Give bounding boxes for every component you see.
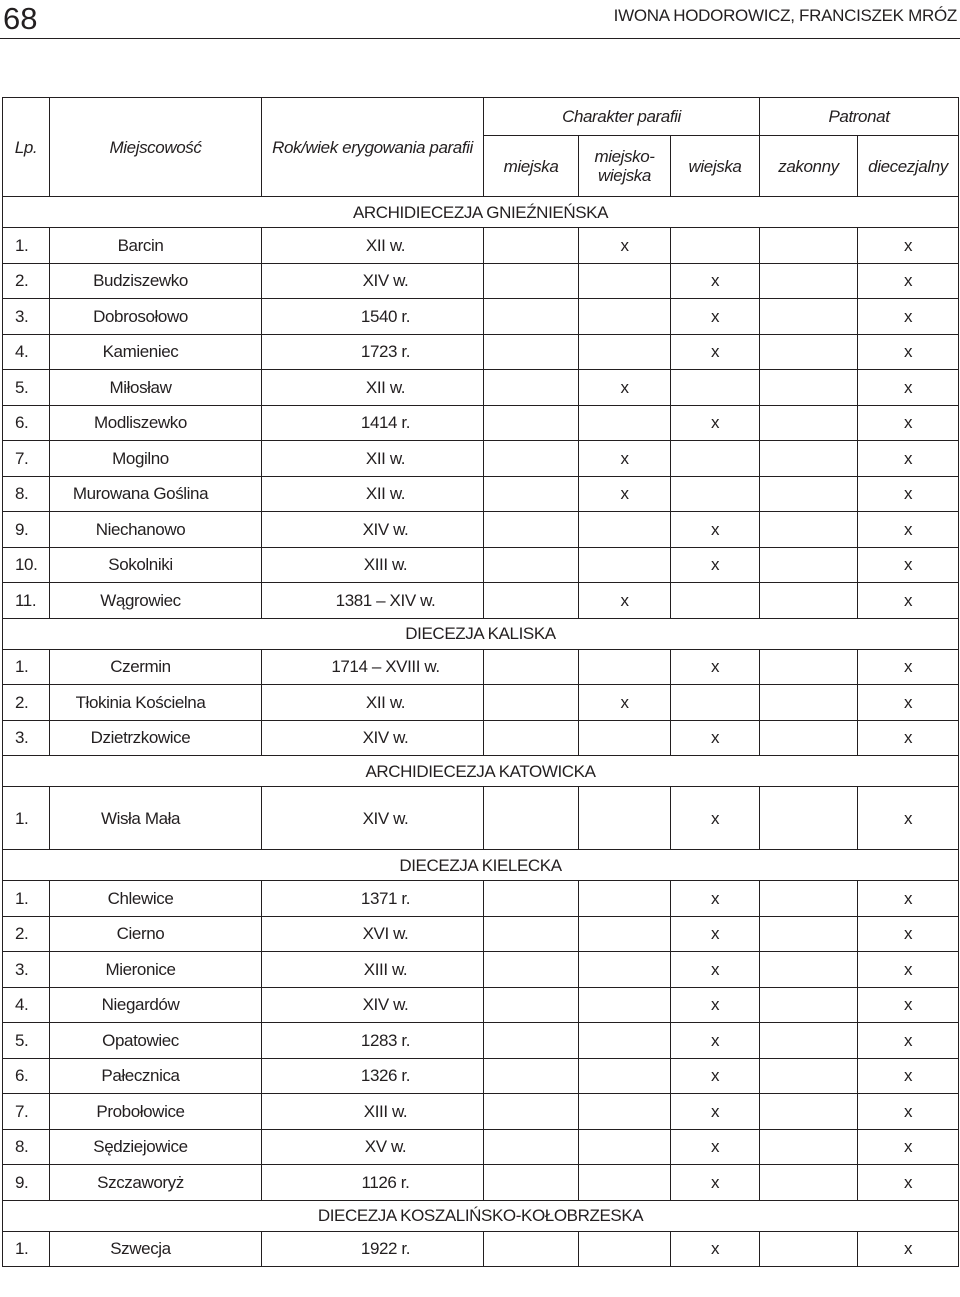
table-row — [3, 685, 959, 721]
cell-lp: 1. — [3, 649, 50, 685]
page-number: 68 — [3, 1, 38, 36]
cell-place: Mogilno — [50, 441, 262, 477]
cell-place: Wisła Mała — [50, 787, 262, 850]
cell-diocesan: x — [858, 441, 959, 477]
cell-year: XII w. — [262, 476, 484, 512]
cell-rural: x — [671, 1058, 760, 1094]
table-row — [3, 1129, 959, 1165]
cell-lp: 1. — [3, 881, 50, 917]
cell-year: 1714 – XVIII w. — [262, 649, 484, 685]
cell-urban — [484, 583, 579, 619]
table-row — [3, 334, 959, 370]
cell-place: Sokolniki — [50, 547, 262, 583]
cell-diocesan: x — [858, 547, 959, 583]
cell-lp: 8. — [3, 476, 50, 512]
cell-urban-rural — [579, 1058, 671, 1094]
cell-year: XIV w. — [262, 987, 484, 1023]
section-title: DIECEZJA KALISKA — [3, 618, 959, 649]
cell-lp: 1. — [3, 787, 50, 850]
cell-urban — [484, 952, 579, 988]
table-row — [3, 720, 959, 756]
cell-rural — [671, 370, 760, 406]
cell-year: XIII w. — [262, 547, 484, 583]
table-row — [3, 916, 959, 952]
header-patronage: Patronat — [760, 98, 959, 136]
cell-place: Opatowiec — [50, 1023, 262, 1059]
cell-diocesan: x — [858, 228, 959, 264]
cell-lp: 3. — [3, 720, 50, 756]
table-row — [3, 547, 959, 583]
cell-monastic — [760, 370, 858, 406]
header-rural: wiejska — [671, 136, 760, 197]
cell-diocesan: x — [858, 1094, 959, 1130]
cell-monastic — [760, 441, 858, 477]
running-header-authors: IWONA HODOROWICZ, FRANCISZEK MRÓZ — [613, 6, 957, 25]
cell-lp: 5. — [3, 1023, 50, 1059]
table-row — [3, 263, 959, 299]
cell-year: 1381 – XIV w. — [262, 583, 484, 619]
cell-rural: x — [671, 720, 760, 756]
cell-monastic — [760, 987, 858, 1023]
table-row — [3, 1094, 959, 1130]
cell-diocesan: x — [858, 987, 959, 1023]
cell-place: Barcin — [50, 228, 262, 264]
table-row — [3, 583, 959, 619]
cell-urban-rural — [579, 1023, 671, 1059]
cell-lp: 1. — [3, 228, 50, 264]
cell-year: XII w. — [262, 370, 484, 406]
section-header-row — [3, 1200, 959, 1231]
cell-urban-rural: x — [579, 370, 671, 406]
cell-urban — [484, 370, 579, 406]
cell-diocesan: x — [858, 583, 959, 619]
cell-urban-rural — [579, 1129, 671, 1165]
cell-urban — [484, 787, 579, 850]
cell-place: Czermin — [50, 649, 262, 685]
cell-place: Niegardów — [50, 987, 262, 1023]
cell-monastic — [760, 476, 858, 512]
cell-urban-rural — [579, 405, 671, 441]
cell-urban-rural — [579, 547, 671, 583]
section-header-row — [3, 756, 959, 787]
cell-diocesan: x — [858, 512, 959, 548]
cell-year: XIV w. — [262, 787, 484, 850]
table-body — [3, 197, 959, 1267]
cell-year: XII w. — [262, 228, 484, 264]
cell-urban-rural — [579, 987, 671, 1023]
cell-urban — [484, 1129, 579, 1165]
cell-urban-rural — [579, 787, 671, 850]
table-row — [3, 441, 959, 477]
cell-rural: x — [671, 299, 760, 335]
cell-lp: 4. — [3, 987, 50, 1023]
cell-monastic — [760, 547, 858, 583]
cell-lp: 4. — [3, 334, 50, 370]
cell-monastic — [760, 1231, 858, 1267]
cell-urban-rural — [579, 720, 671, 756]
table-row — [3, 1165, 959, 1201]
cell-place: Sędziejowice — [50, 1129, 262, 1165]
table-row — [3, 787, 959, 850]
table-row — [3, 952, 959, 988]
cell-urban-rural — [579, 1094, 671, 1130]
cell-urban — [484, 476, 579, 512]
table-row — [3, 1023, 959, 1059]
cell-lp: 10. — [3, 547, 50, 583]
cell-year: XIII w. — [262, 1094, 484, 1130]
cell-monastic — [760, 299, 858, 335]
cell-lp: 3. — [3, 952, 50, 988]
cell-diocesan: x — [858, 649, 959, 685]
table-row — [3, 299, 959, 335]
cell-urban — [484, 1165, 579, 1201]
cell-urban-rural: x — [579, 476, 671, 512]
cell-year: 1283 r. — [262, 1023, 484, 1059]
cell-place: Probołowice — [50, 1094, 262, 1130]
cell-year: XIII w. — [262, 952, 484, 988]
cell-urban — [484, 228, 579, 264]
header-place: Miejscowość — [50, 98, 262, 197]
cell-rural: x — [671, 916, 760, 952]
cell-lp: 6. — [3, 1058, 50, 1094]
cell-year: XII w. — [262, 685, 484, 721]
cell-urban — [484, 987, 579, 1023]
cell-year: 1326 r. — [262, 1058, 484, 1094]
cell-place: Dzietrzkowice — [50, 720, 262, 756]
cell-year: XIV w. — [262, 263, 484, 299]
cell-urban-rural — [579, 952, 671, 988]
table-header — [3, 98, 959, 197]
cell-diocesan: x — [858, 334, 959, 370]
cell-place: Dobrosołowo — [50, 299, 262, 335]
cell-monastic — [760, 685, 858, 721]
cell-urban — [484, 685, 579, 721]
cell-rural — [671, 441, 760, 477]
cell-year: 1922 r. — [262, 1231, 484, 1267]
cell-diocesan: x — [858, 952, 959, 988]
header-monastic: zakonny — [760, 136, 858, 197]
cell-year: XII w. — [262, 441, 484, 477]
cell-monastic — [760, 405, 858, 441]
cell-rural — [671, 228, 760, 264]
cell-place: Cierno — [50, 916, 262, 952]
cell-place: Murowana Goślina — [50, 476, 262, 512]
cell-urban-rural: x — [579, 685, 671, 721]
cell-lp: 2. — [3, 685, 50, 721]
cell-place: Szwecja — [50, 1231, 262, 1267]
cell-place: Pałecznica — [50, 1058, 262, 1094]
header-character: Charakter parafii — [484, 98, 760, 136]
cell-urban-rural — [579, 916, 671, 952]
cell-diocesan: x — [858, 1231, 959, 1267]
cell-place: Tłokinia Kościelna — [50, 685, 262, 721]
cell-monastic — [760, 952, 858, 988]
table-row — [3, 476, 959, 512]
cell-rural: x — [671, 1094, 760, 1130]
table-row — [3, 987, 959, 1023]
cell-year: XVI w. — [262, 916, 484, 952]
header-year: Rok/wiek erygowania parafii — [262, 98, 484, 197]
cell-year: 1371 r. — [262, 881, 484, 917]
cell-lp: 11. — [3, 583, 50, 619]
cell-monastic — [760, 881, 858, 917]
cell-rural: x — [671, 405, 760, 441]
table-row — [3, 1058, 959, 1094]
cell-place: Niechanowo — [50, 512, 262, 548]
cell-rural: x — [671, 787, 760, 850]
cell-rural: x — [671, 1023, 760, 1059]
header-urban: miejska — [484, 136, 579, 197]
cell-year: 1723 r. — [262, 334, 484, 370]
cell-lp: 9. — [3, 1165, 50, 1201]
cell-urban-rural: x — [579, 228, 671, 264]
cell-diocesan: x — [858, 881, 959, 917]
cell-year: XIV w. — [262, 720, 484, 756]
cell-place: Wągrowiec — [50, 583, 262, 619]
section-title: DIECEZJA KOSZALIŃSKO-KOŁOBRZESKA — [3, 1200, 959, 1231]
cell-monastic — [760, 720, 858, 756]
cell-place: Kamieniec — [50, 334, 262, 370]
cell-monastic — [760, 787, 858, 850]
cell-year: 1414 r. — [262, 405, 484, 441]
cell-diocesan: x — [858, 263, 959, 299]
cell-diocesan: x — [858, 787, 959, 850]
cell-rural: x — [671, 263, 760, 299]
cell-diocesan: x — [858, 1165, 959, 1201]
cell-rural: x — [671, 547, 760, 583]
cell-urban-rural — [579, 881, 671, 917]
table-row — [3, 1231, 959, 1267]
parish-table — [2, 97, 959, 1267]
cell-rural: x — [671, 1129, 760, 1165]
cell-monastic — [760, 1129, 858, 1165]
cell-urban — [484, 1023, 579, 1059]
table-row — [3, 228, 959, 264]
cell-rural — [671, 685, 760, 721]
cell-rural: x — [671, 1231, 760, 1267]
cell-lp: 2. — [3, 263, 50, 299]
section-title: ARCHIDIECEZJA GNIEŹNIEŃSKA — [3, 197, 959, 228]
cell-monastic — [760, 916, 858, 952]
cell-diocesan: x — [858, 720, 959, 756]
cell-urban — [484, 512, 579, 548]
cell-lp: 7. — [3, 441, 50, 477]
cell-urban-rural — [579, 299, 671, 335]
cell-urban — [484, 441, 579, 477]
cell-lp: 7. — [3, 1094, 50, 1130]
cell-urban — [484, 1231, 579, 1267]
cell-lp: 8. — [3, 1129, 50, 1165]
section-header-row — [3, 618, 959, 649]
cell-diocesan: x — [858, 916, 959, 952]
cell-rural: x — [671, 987, 760, 1023]
cell-urban — [484, 720, 579, 756]
cell-monastic — [760, 649, 858, 685]
cell-year: 1126 r. — [262, 1165, 484, 1201]
cell-urban — [484, 1058, 579, 1094]
cell-lp: 3. — [3, 299, 50, 335]
cell-place: Miłosław — [50, 370, 262, 406]
cell-diocesan: x — [858, 685, 959, 721]
cell-monastic — [760, 1058, 858, 1094]
cell-rural — [671, 476, 760, 512]
cell-urban-rural: x — [579, 583, 671, 619]
cell-diocesan: x — [858, 1058, 959, 1094]
cell-urban-rural — [579, 263, 671, 299]
cell-year: 1540 r. — [262, 299, 484, 335]
cell-lp: 1. — [3, 1231, 50, 1267]
cell-urban — [484, 1094, 579, 1130]
cell-urban-rural — [579, 649, 671, 685]
section-title: ARCHIDIECEZJA KATOWICKA — [3, 756, 959, 787]
cell-monastic — [760, 334, 858, 370]
cell-place: Budziszewko — [50, 263, 262, 299]
cell-monastic — [760, 263, 858, 299]
cell-rural: x — [671, 649, 760, 685]
cell-urban-rural — [579, 1231, 671, 1267]
cell-urban — [484, 263, 579, 299]
cell-place: Szczaworyż — [50, 1165, 262, 1201]
cell-urban-rural — [579, 1165, 671, 1201]
cell-year: XV w. — [262, 1129, 484, 1165]
cell-monastic — [760, 1023, 858, 1059]
cell-urban — [484, 547, 579, 583]
header-urban-rural: miejsko- wiejska — [579, 136, 671, 197]
cell-lp: 5. — [3, 370, 50, 406]
header-rule — [0, 38, 960, 39]
cell-urban-rural: x — [579, 441, 671, 477]
table-row — [3, 405, 959, 441]
cell-year: XIV w. — [262, 512, 484, 548]
cell-diocesan: x — [858, 1023, 959, 1059]
cell-lp: 6. — [3, 405, 50, 441]
cell-urban — [484, 405, 579, 441]
table-row — [3, 370, 959, 406]
cell-rural: x — [671, 334, 760, 370]
page-header — [0, 0, 960, 38]
cell-diocesan: x — [858, 370, 959, 406]
header-lp: Lp. — [3, 98, 50, 197]
cell-rural: x — [671, 952, 760, 988]
cell-lp: 9. — [3, 512, 50, 548]
cell-monastic — [760, 228, 858, 264]
cell-monastic — [760, 583, 858, 619]
cell-urban — [484, 649, 579, 685]
section-header-row — [3, 850, 959, 881]
cell-urban-rural — [579, 512, 671, 548]
cell-monastic — [760, 1165, 858, 1201]
cell-diocesan: x — [858, 476, 959, 512]
cell-place: Chlewice — [50, 881, 262, 917]
cell-lp: 2. — [3, 916, 50, 952]
header-diocesan: diecezjalny — [858, 136, 959, 197]
cell-urban — [484, 916, 579, 952]
table-row — [3, 649, 959, 685]
cell-urban-rural — [579, 334, 671, 370]
cell-diocesan: x — [858, 1129, 959, 1165]
cell-diocesan: x — [858, 299, 959, 335]
cell-place: Modliszewko — [50, 405, 262, 441]
cell-monastic — [760, 512, 858, 548]
cell-diocesan: x — [858, 405, 959, 441]
section-header-row — [3, 197, 959, 228]
cell-urban — [484, 334, 579, 370]
cell-place: Mieronice — [50, 952, 262, 988]
cell-monastic — [760, 1094, 858, 1130]
table-row — [3, 512, 959, 548]
cell-rural — [671, 583, 760, 619]
cell-urban — [484, 881, 579, 917]
table-row — [3, 881, 959, 917]
cell-rural: x — [671, 1165, 760, 1201]
cell-rural: x — [671, 512, 760, 548]
cell-rural: x — [671, 881, 760, 917]
section-title: DIECEZJA KIELECKA — [3, 850, 959, 881]
cell-urban — [484, 299, 579, 335]
